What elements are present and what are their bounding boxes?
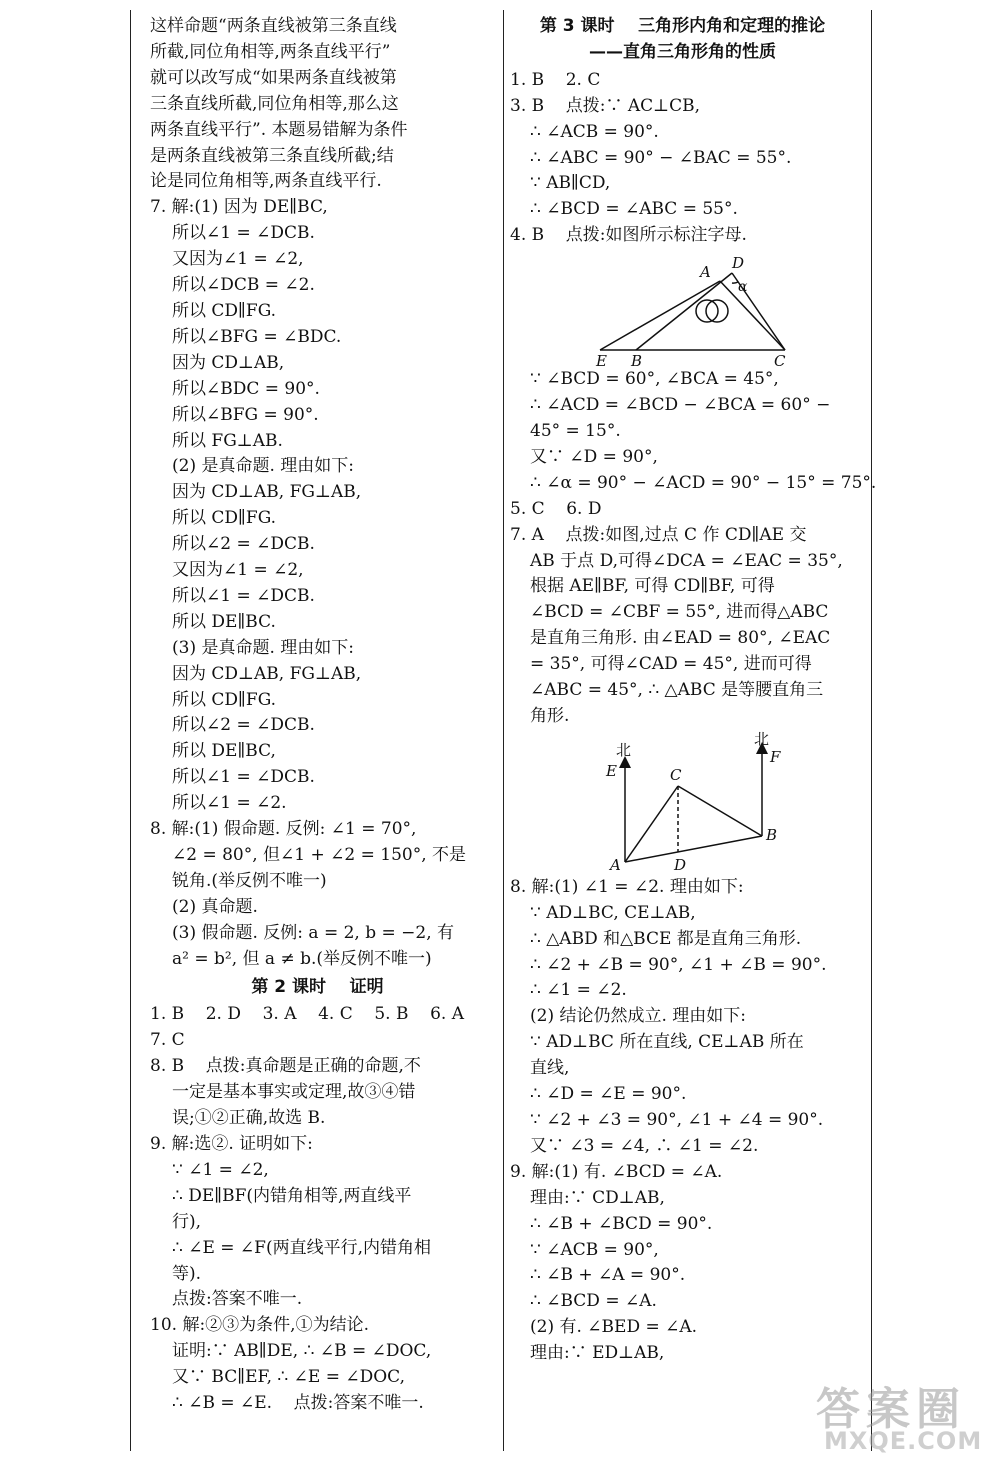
question-heading: 7. 解:(1) 因为 DE∥BC, [150,197,328,218]
watermark-logo [810,1373,982,1463]
figure-bearings-q7 [510,730,855,875]
text-line: 5. C 6. D [510,498,602,519]
text-line: 所以 CD∥FG. [172,300,277,321]
label-D: D [732,254,745,273]
text-line: 1. B 2. D 3. A 4. C 5. B 6. A [150,1004,464,1025]
left-margin-rule [130,10,131,1451]
text-line: (2) 是真命题. 理由如下: [172,456,355,477]
text-line: ∴ △ABD 和△BCE 都是直角三角形. [530,928,802,949]
text-line: 又∵ ∠D = 90°, [530,446,658,467]
label-D: D [674,855,687,874]
question-heading: 8. 解:(1) 假命题. 反例: ∠1 = 70°, [150,819,417,840]
lesson-3-subtitle: ——直角三角形角的性质 [589,41,776,62]
text-line: 所以∠2 = ∠DCB. [172,715,315,736]
text-line: 又因为∠1 = ∠2, [172,560,304,581]
text-line: 所以∠BDC = 90°. [172,378,320,399]
text-line: 9. 解:(1) 有. ∠BCD = ∠A. [510,1161,723,1182]
answers-block-3 [510,875,855,1367]
text-line: 角形. [530,705,570,726]
text-line: ∵ ∠BCD = 60°, ∠BCA = 45°, [530,369,779,390]
text-line: 因为 CD⊥AB, [172,352,285,373]
text-line: 所以 CD∥FG. [172,689,277,710]
text-line: ∴ ∠D = ∠E = 90°. [530,1084,687,1105]
text-line: 锐角.(举反例不唯一) [172,870,327,891]
text-line: ∴ ∠ACB = 90°. [530,121,659,142]
label-B: B [631,352,643,368]
text-line: ∴ ∠2 + ∠B = 90°, ∠1 + ∠B = 90°. [530,954,827,975]
text-line: 行), [172,1211,202,1232]
left-column [150,14,485,1417]
question-7 [150,195,485,817]
set-square-hole-1 [696,300,718,322]
text-line: 是两条直线被第三条直线所截;结 [150,145,394,166]
text-line: ∴ ∠B = ∠E. 点拨:答案不唯一. [172,1393,424,1414]
text-line: ∴ ∠B + ∠BCD = 90°. [530,1213,713,1234]
text-line: 所以 FG⊥AB. [172,430,283,451]
text-line: ∵ ∠ACB = 90°, [530,1239,659,1260]
segment-CB [678,786,762,836]
segment-AB [625,836,762,862]
text-line: (2) 结论仍然成立. 理由如下: [530,1006,747,1027]
text-line: (2) 真命题. [172,896,258,917]
label-alpha: α [738,279,748,296]
text-line: 1. B 2. C [510,69,601,90]
text-line: 所以∠1 = ∠DCB. [172,585,315,606]
text-line: (2) 有. ∠BED = ∠A. [530,1317,698,1338]
text-line: 证明:∵ AB∥DE, ∴ ∠B = ∠DOC, [172,1341,432,1362]
question-heading: 10. 解:②③为条件,①为结论. [150,1315,369,1336]
text-line: 点拨:答案不唯一. [172,1289,303,1310]
text-line: 论是同位角相等,两条直线平行. [150,171,382,192]
text-line: 所以∠BFG = 90°. [172,404,319,425]
text-line: 就可以改写成“如果两条直线被第 [150,67,397,88]
text-line: 9. 解:选②. 证明如下: [150,1133,313,1154]
text-line: (3) 假命题. 反例: a = 2, b = −2, 有 [172,922,455,943]
text-line: 理由:∵ ED⊥AB, [530,1343,665,1364]
text-line: ∴ ∠B + ∠A = 90°. [530,1265,686,1286]
intro-paragraph [150,14,485,195]
lesson-2-title: 第 2 课时 证明 [251,976,384,997]
text-line: 这样命题“两条直线被第三条直线 [150,16,397,36]
label-F: F [770,747,781,766]
text-line: ∴ ∠ACD = ∠BCD − ∠BCA = 60° − [530,395,831,416]
text-line: 两条直线平行”. 本题易错解为条件 [150,119,408,140]
text-line: 所以 DE∥BC. [172,611,276,632]
text-line: ∴ ∠ABC = 90° − ∠BAC = 55°. [530,147,792,168]
label-north-1: 北 [616,740,632,759]
answers-block-2 [510,367,877,730]
text-line: 所以∠1 = ∠DCB. [172,767,315,788]
segment-AC [720,281,785,350]
text-line: 所截,同位角相等,两条直线平行” [150,41,391,62]
text-line: ∵ AB∥CD, [530,173,611,194]
text-line: 又因为∠1 = ∠2, [172,249,304,270]
text-line: ∠ABC = 45°, ∴ △ABC 是等腰直角三 [530,680,824,701]
text-line: 等). [172,1263,202,1284]
text-line: ∠2 = 80°, 但∠1 + ∠2 = 150°, 不是 [172,845,467,865]
text-line: 又∵ BC∥EF, ∴ ∠E = ∠DOC, [172,1367,405,1388]
text-line: 45° = 15°. [530,420,621,441]
label-C: C [670,765,682,784]
lesson-2-answers [150,1002,485,1313]
label-B: B [766,825,778,844]
text-line: 根据 AE∥BF, 可得 CD∥BF, 可得 [530,576,775,597]
text-line: ∵ ∠2 + ∠3 = 90°, ∠1 + ∠4 = 90°. [530,1110,824,1130]
segment-EA [600,281,720,350]
text-line: a² = b², 但 a ≠ b.(举反例不唯一) [172,948,432,969]
text-line: ∴ ∠α = 90° − ∠ACD = 90° − 15° = 75°. [530,472,877,493]
text-line: (3) 是真命题. 理由如下: [172,637,355,658]
text-line: 所以∠2 = ∠DCB. [172,534,315,555]
text-line: 因为 CD⊥AB, FG⊥AB, [172,482,362,503]
label-C: C [774,352,786,368]
text-line: 所以 CD∥FG. [172,508,277,529]
text-line: 7. A 点拨:如图,过点 C 作 CD∥AE 交 [510,524,807,545]
text-line: 又∵ ∠3 = ∠4, ∴ ∠1 = ∠2. [530,1135,759,1156]
question-8 [150,817,485,972]
answers-block-1 [510,68,855,249]
lesson-3-title: 第 3 课时 三角形内角和定理的推论 [539,16,826,36]
watermark-text: 答案圈 [816,1384,966,1435]
text-line: = 35°, 可得∠CAD = 45°, 进而可得 [530,654,812,675]
segment-AC [625,786,678,862]
question-10 [150,1313,485,1417]
label-A: A [700,263,711,282]
text-line: 一定是基本事实或定理,故③④错 [172,1082,416,1103]
text-line: 所以∠DCB = ∠2. [172,275,315,296]
text-line: 7. C [150,1030,185,1051]
set-square-hole-2 [706,300,728,322]
text-line: 理由:∵ CD⊥AB, [530,1187,665,1208]
text-line: 8. B 点拨:真命题是正确的命题,不 [150,1056,421,1077]
text-line: ∴ ∠BCD = ∠ABC = 55°. [530,199,738,220]
text-line: 直线, [530,1058,570,1079]
text-line: 所以∠1 = ∠2. [172,793,287,814]
right-margin-rule [871,10,872,1451]
text-line: ∴ DE∥BF(内错角相等,两直线平 [172,1185,412,1206]
label-A: A [610,855,621,874]
text-line: 8. 解:(1) ∠1 = ∠2. 理由如下: [510,876,744,897]
text-line: 所以 DE∥BC, [172,741,276,762]
column-divider [503,10,504,1451]
text-line: ∵ AD⊥BC 所在直线, CE⊥AB 所在 [530,1032,804,1053]
text-line: 所以∠BFG = ∠BDC. [172,326,342,347]
label-north-2: 北 [754,729,770,748]
text-line: ∴ ∠1 = ∠2. [530,980,627,1001]
text-line: ∠BCD = ∠CBF = 55°, 进而得△ABC [530,602,829,623]
text-line: ∴ ∠BCD = ∠A. [530,1291,657,1312]
text-line: ∴ ∠E = ∠F(两直线平行,内错角相 [172,1237,432,1258]
label-E: E [606,761,617,780]
text-line: 三条直线所截,同位角相等,那么这 [150,93,399,114]
text-line: ∵ AD⊥BC, CE⊥AB, [530,902,696,923]
text-line: AB 于点 D,可得∠DCA = ∠EAC = 35°, [530,550,843,571]
text-line: 4. B 点拨:如图所示标注字母. [510,225,747,246]
text-line: ∵ ∠1 = ∠2, [172,1159,269,1180]
text-line: 误;①②正确,故选 B. [172,1108,326,1129]
text-line: 因为 CD⊥AB, FG⊥AB, [172,663,362,684]
watermark-url: MXQE.COM [824,1427,983,1455]
text-line: 3. B 点拨:∵ AC⊥CB, [510,95,701,116]
right-column [510,14,877,1367]
text-line: 所以∠1 = ∠DCB. [172,223,315,244]
label-E: E [596,352,607,368]
figure-triangles-q4 [510,249,855,367]
text-line: 是直角三角形. 由∠EAD = 80°, ∠EAC [530,628,831,649]
